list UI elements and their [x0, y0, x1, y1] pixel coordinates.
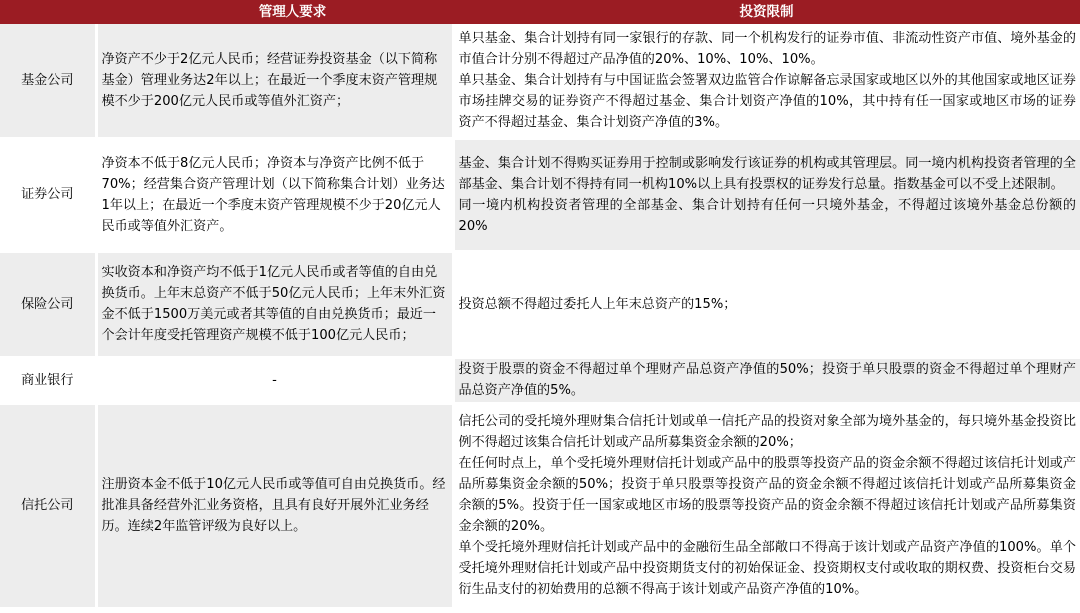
limit-text: 同一境内机构投资者管理的全部基金、集合计划持有任何一只境外基金，不得超过该境外基金总份额的20% [458, 197, 1076, 234]
header-limits: 投资限制 [453, 0, 1080, 24]
requirements-cell: 净资产不少于2亿元人民币；经营证券投资基金（以下简称基金）管理业务达2年以上；在最近一个季度末资产管理规模不少于200亿元人民币或等值外汇资产； [96, 24, 453, 138]
limits-cell [453, 251, 1080, 357]
limit-text: 信托公司的受托境外理财集合信托计划或单一信托产品的投资对象全部为境外基金的，每只境外基金投资比例不得超过该集合信托计划或产品所募集资金余额的20%； [458, 414, 1076, 451]
institution-cell: 基金公司 [0, 24, 96, 138]
institution-cell: 保险公司 [0, 251, 96, 357]
table-row [0, 403, 1080, 607]
table-row [0, 357, 1080, 403]
limit-text: 投资总额不得超过委托人上年末总资产的15%； [458, 296, 737, 312]
limit-text: 单只基金、集合计划持有同一家银行的存款、同一个机构发行的证券市值、非流动性资产市值、境外基金的市值合计分别不得超过产品净值的20%、10%、10%、10%。 [458, 30, 1076, 67]
institution-cell: 信托公司 [0, 403, 96, 607]
limits-cell [453, 24, 1080, 138]
limit-text: 在任何时点上，单个受托境外理财信托计划或产品中的股票等投资产品的资金余额不得超过该信托计划或产品所募集资金余额的50%；投资于单只股票等投资产品的资金余额不得超过该信托计划或产品所募集资金余额的5%。投资于任一国家或地区市场的股票等投资产品的资金余额不得超过该信托计划或产品所募集资金余额的20%。 [458, 456, 1076, 535]
header-requirements: 管理人要求 [96, 0, 453, 24]
requirements-cell: 注册资本金不低于10亿元人民币或等值可自由兑换货币。经批准具备经营外汇业务资格，且具有良好开展外汇业务经历。连续2年监管评级为良好以上。 [96, 403, 453, 607]
table-row [0, 251, 1080, 357]
limit-text: 单只基金、集合计划持有与中国证监会签署双边监管合作谅解备忘录国家或地区以外的其他国家或地区证券市场挂牌交易的证券资产不得超过基金、集合计划资产净值的10%，其中持有任一国家或地区市场的证券资产不得超过基金、集合计划资产净值的3%。 [458, 72, 1076, 130]
requirements-cell: 净资本不低于8亿元人民币；净资本与净资产比例不低于70%；经营集合资产管理计划（以下简称集合计划）业务达1年以上；在最近一个季度末资产管理规模不少于20亿元人民币或等值外汇资产。 [96, 138, 453, 251]
institution-cell: 证券公司 [0, 138, 96, 251]
limits-cell [453, 357, 1080, 403]
table-row [0, 24, 1080, 138]
table-header-row [0, 0, 1080, 24]
table-row [0, 138, 1080, 251]
limits-cell [453, 138, 1080, 251]
limit-text: 投资于股票的资金不得超过单个理财产品总资产净值的50%；投资于单只股票的资金不得超过单个理财产品总资产净值的5%。 [458, 362, 1076, 398]
limit-text: 基金、集合计划不得购买证券用于控制或影响发行该证券的机构或其管理层。同一境内机构投资者管理的全部基金、集合计划不得持有同一机构10%以上具有投票权的证券发行总量。指数基金可以不受上述限制。 [458, 155, 1076, 192]
institution-cell: 商业银行 [0, 357, 96, 403]
limits-cell [453, 403, 1080, 607]
requirements-cell: - [96, 357, 453, 403]
limit-text: 单个受托境外理财信托计划或产品中的金融衍生品全部敞口不得高于该计划或产品资产净值的100%。单个受托境外理财信托计划或产品中投资期货支付的初始保证金、投资期权支付或收取的期权费、投资柜台交易衍生品支付的初始费用的总额不得高于该计划或产品资产净值的10%。 [458, 540, 1076, 598]
requirements-cell: 实收资本和净资产均不低于1亿元人民币或者等值的自由兑换货币。上年末总资产不低于50亿元人民币；上年末外汇资金不低于1500万美元或者其等值的自由兑换货币；最近一个会计年度受托管理资产规模不低于100亿元人民币； [96, 251, 453, 357]
header-institution [0, 0, 96, 24]
